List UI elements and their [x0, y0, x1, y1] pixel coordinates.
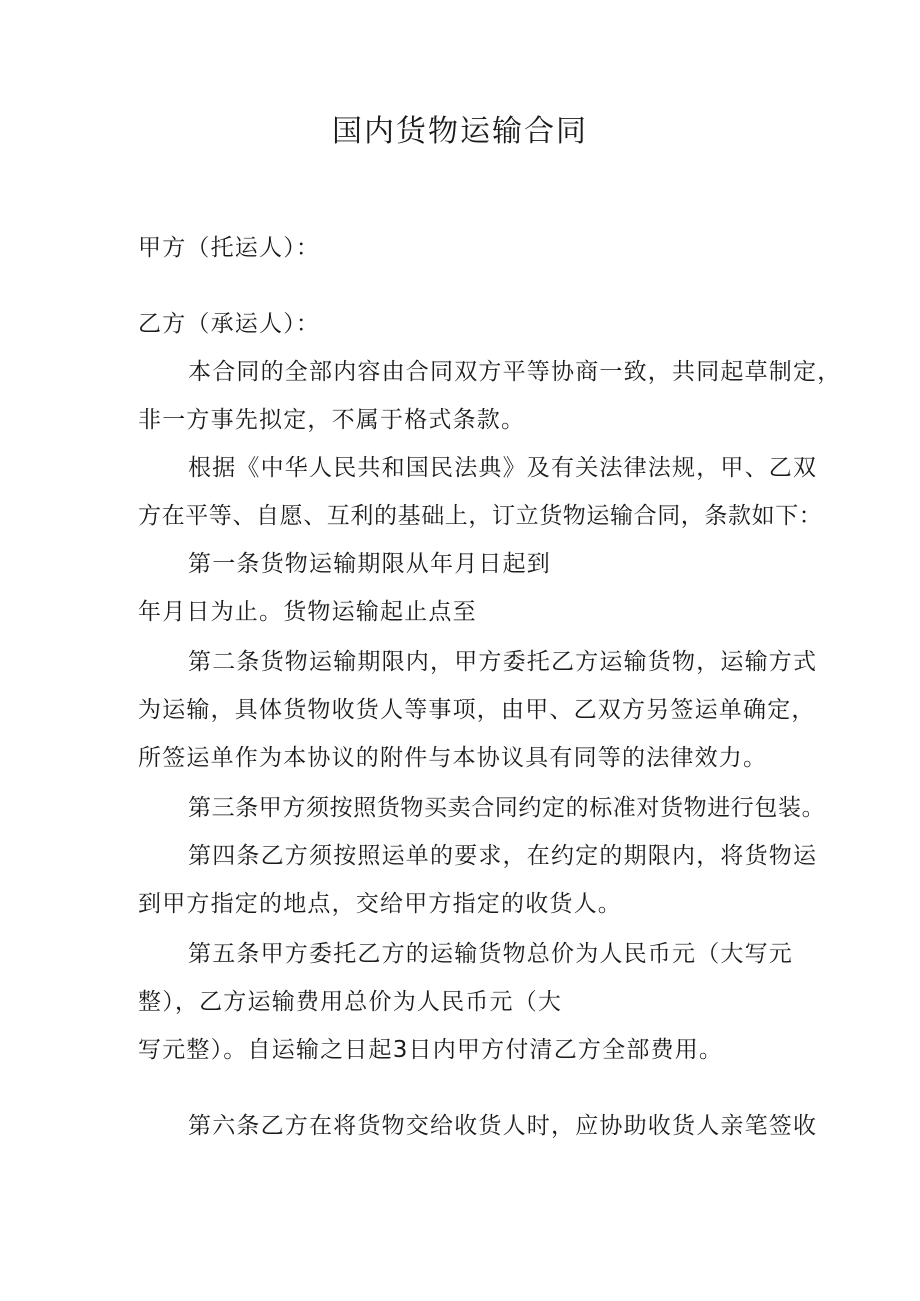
article-2-line: 为运输，具体货物收货人等事项，由甲、乙双方另签运单确定， — [138, 697, 816, 723]
party-a-line: 甲方（托运人）： — [138, 235, 321, 261]
party-b-line: 乙方（承运人）： — [138, 311, 321, 337]
paragraph-line: 非一方事先拟定，不属于格式条款。 — [138, 407, 526, 433]
article-6-line: 第六条乙方在将货物交给收货人时，应协助收货人亲笔签收 — [188, 1113, 818, 1139]
article-1-line: 年月日为止。货物运输起止点至 — [138, 599, 477, 625]
article-4-line: 到甲方指定的地点，交给甲方指定的收货人。 — [138, 891, 622, 917]
article-2-line: 第二条货物运输期限内，甲方委托乙方运输货物，运输方式 — [188, 649, 818, 675]
article-5-line: 第五条甲方委托乙方的运输货物总价为人民币元（大写元 — [188, 941, 793, 967]
article-2-line: 所签运单作为本协议的附件与本协议具有同等的法律效力。 — [138, 745, 768, 771]
paragraph-line: 本合同的全部内容由合同双方平等协商一致，共同起草制定， — [188, 359, 842, 385]
paragraph-line: 根据《中华人民共和国民法典》及有关法律法规，甲、乙双 — [188, 455, 818, 481]
paragraph-line: 方在平等、自愿、互利的基础上，订立货物运输合同，条款如下： — [138, 503, 823, 529]
article-4-line: 第四条乙方须按照运单的要求，在约定的期限内，将货物运 — [188, 843, 818, 869]
article-3-line: 第三条甲方须按照货物买卖合同约定的标准对货物进行包装。 — [188, 795, 826, 821]
article-1-line: 第一条货物运输期限从年月日起到 — [188, 551, 551, 577]
article-5-line: 整），乙方运输费用总价为人民币元（大 — [138, 989, 563, 1015]
article-5-line: 写元整）。自运输之日起3日内甲方付清乙方全部费用。 — [138, 1037, 724, 1063]
document-title: 国内货物运输合同 — [332, 114, 588, 149]
